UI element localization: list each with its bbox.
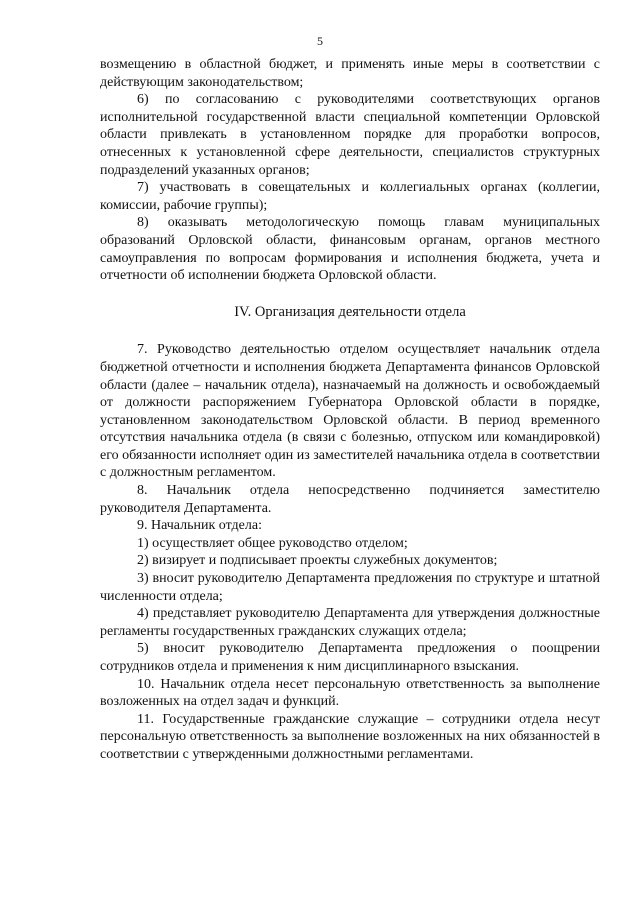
list-item-5: 5) вносит руководителю Департамента предложения о поощрении сотрудников отдела и применения к ним дисциплинарного взыскания.: [100, 641, 600, 674]
paragraph-item-7: 7) участвовать в совещательных и коллегиальных органах (коллегии, комиссии, рабочие группы);: [100, 180, 600, 213]
list-item-1: 1) осуществляет общее руководство отделом;: [137, 535, 408, 551]
list-item-2: 2) визирует и подписывает проекты служебных документов;: [137, 553, 498, 569]
section-heading: IV. Организация деятельности отдела: [234, 303, 466, 320]
paragraph-item-6: 6) по согласованию с руководителями соответствующих органов исполнительной государственной власти специальной компетенции Орловской области привлекать в установленном порядке для проработки вопросов, отнесенных к установленной сфере деятельности, специалистов структурных подразделений указанных органов;: [100, 92, 600, 178]
list-item-3: 3) вносит руководителю Департамента предложения по структуре и штатной численности отдела;: [100, 571, 600, 604]
paragraph-clause-8: 8. Начальник отдела непосредственно подчиняется заместителю руководителя Департамента.: [100, 483, 600, 516]
paragraph-item-8: 8) оказывать методологическую помощь главам муниципальных образований Орловской области, финансовым органам, органов местного самоуправления по вопросам формирования и исполнения бюджета, учета и отчетности об исполнении бюджета Орловской области.: [100, 215, 600, 284]
page-number: 5: [317, 34, 323, 48]
document-body: [100, 56, 600, 764]
paragraph-clause-11: 11. Государственные гражданские служащие – сотрудники отдела несут персональную ответственность за выполнение возложенных на них обязанностей в соответствии с утвержденными должностными регламентами.: [100, 711, 600, 762]
paragraph-clause-9: 9. Начальник отдела:: [137, 518, 262, 534]
paragraph-continuation: возмещению в областной бюджет, и применять иные меры в соответствии с действующим законодательством;: [100, 57, 600, 90]
list-item-4: 4) представляет руководителю Департамента для утверждения должностные регламенты государственных гражданских служащих отдела;: [100, 606, 600, 639]
paragraph-clause-10: 10. Начальник отдела несет персональную ответственность за выполнение возложенных на отдел задач и функций.: [100, 676, 600, 710]
paragraph-clause-7: 7. Руководство деятельностью отделом осуществляет начальник отдела бюджетной отчетности и исполнения бюджета Департамента финансов Орловской области (далее – начальник отдела), назначаемый на должность и освобождаемый от должности распоряжением Губернатора Орловской области в порядке, установленном законодательством Орловской области. В период временного отсутствия начальника отдела (в связи с болезнью, отпуском или командировкой) его обязанности исполняет один из заместителей начальника отдела в соответствии с должностным регламентом.: [100, 342, 600, 481]
